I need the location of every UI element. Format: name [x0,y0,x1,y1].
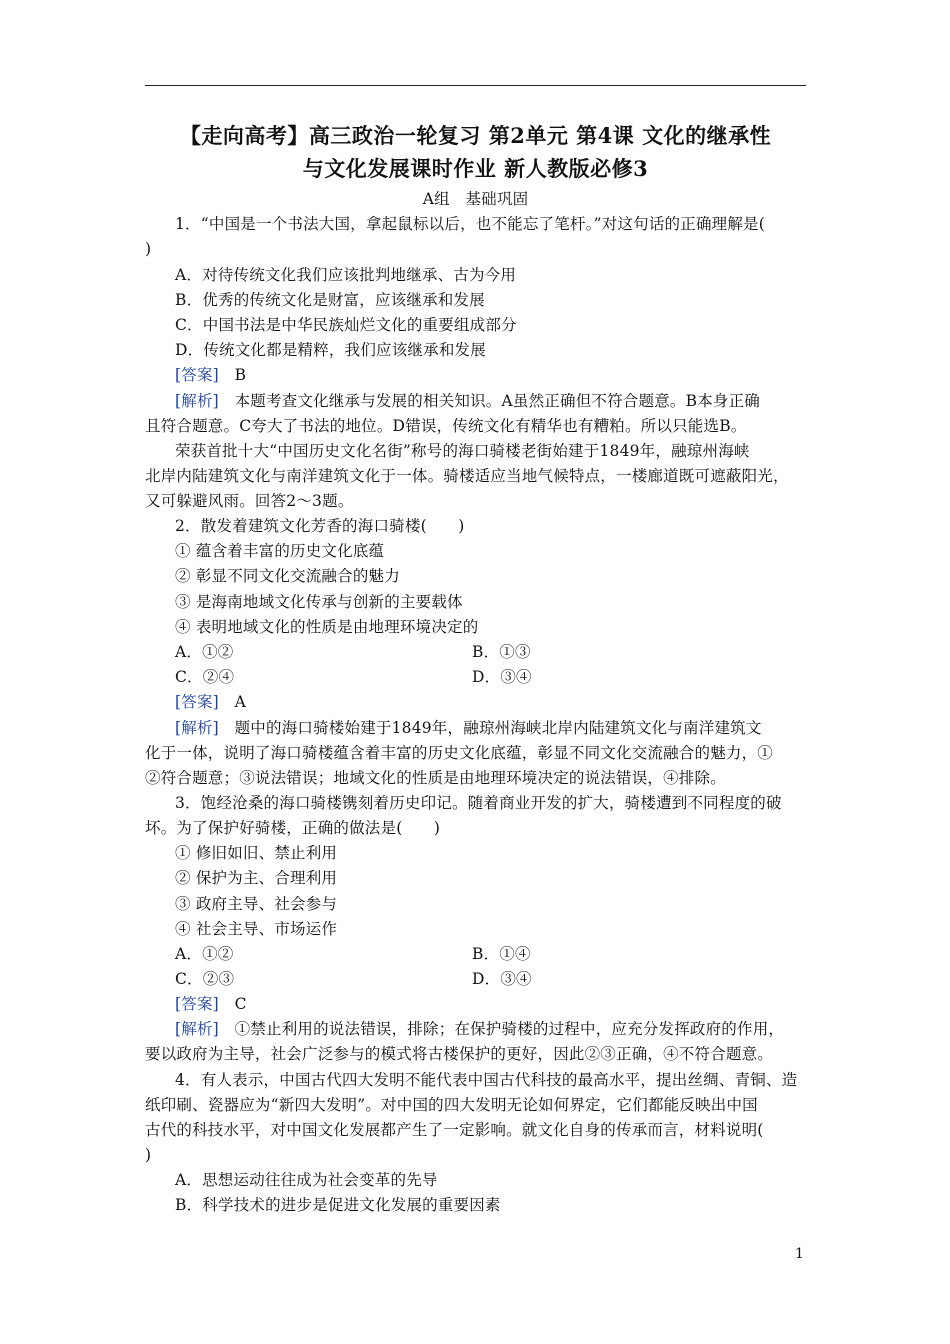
q3-answer-value: C [234,995,247,1013]
q1-analysis-text: 本题考查文化继承与发展的相关知识。A虽然正确但不符合题意。B本身正确 [234,392,760,410]
q1-option-c: C．中国书法是中华民族灿烂文化的重要组成部分 [175,316,517,334]
q1-answer [175,364,840,386]
material-text-2: 北岸内陆建筑文化与南洋建筑文化于一体。骑楼适应当地气候特点，一楼廊道既可遮蔽阳光， [145,467,789,485]
q4-option-b: B．科学技术的进步是促进文化发展的重要因素 [175,1196,501,1214]
q2-option-d: D．③④ [472,668,532,686]
q3-option-c: C．②③ [175,970,235,988]
q4-option-a: A．思想运动往往成为社会变革的先导 [175,1171,438,1189]
analysis-tag: [解析] [175,392,219,410]
q2-item-1: ① 蕴含着丰富的历史文化底蕴 [175,542,385,560]
q3-item-4: ④ 社会主导、市场运作 [175,920,338,938]
q2-option-b: B．①③ [472,643,531,661]
material-text: 荣获首批十大“中国历史文化名街”称号的海口骑楼老街始建于1849年，融琼州海峡 [175,442,750,460]
q2-option-a: A．①② [175,643,234,661]
q2-analysis-cont-2: ②符合题意；③说法错误；地域文化的性质是由地理环境决定的说法错误，④排除。 [145,769,726,787]
q3-analysis [175,1018,840,1040]
q2-answer [175,691,840,713]
q3-analysis-text: ①禁止利用的说法错误，排除；在保护骑楼的过程中，应充分发挥政府的作用， [234,1020,785,1038]
q2-option-c: C．②④ [175,668,235,686]
page-title-line2: 与文化发展课时作业 新人教版必修3 [302,156,649,181]
answer-tag: [答案] [175,995,219,1013]
analysis-tag: [解析] [175,719,219,737]
q3-answer [175,993,840,1015]
q3-analysis-cont: 要以政府为主导，社会广泛参与的模式将古楼保护的更好，因此②③正确，④不符合题意。 [145,1045,774,1063]
q4-stem-cont-2: 古代的科技水平，对中国文化发展都产生了一定影响。就文化自身的传承而言，材料说明( [145,1121,764,1139]
answer-tag: [答案] [175,366,219,384]
q1-stem-cont: ) [145,240,152,258]
q3-item-3: ③ 政府主导、社会参与 [175,895,338,913]
q3-item-2: ② 保护为主、合理利用 [175,869,338,887]
q2-item-3: ③ 是海南地域文化传承与创新的主要载体 [175,593,463,611]
q1-stem: 1．“中国是一个书法大国，拿起鼠标以后，也不能忘了笔杆。”对这句话的正确理解是( [175,215,766,233]
q3-stem: 3．饱经沧桑的海口骑楼镌刻着历史印记。随着商业开发的扩大，骑楼遭到不同程度的破 [175,794,782,812]
page-title: 【走向高考】高三政治一轮复习 第2单元 第4课 文化的继承性 [179,123,772,148]
q1-option-d: D．传统文化都是精粹，我们应该继承和发展 [175,341,486,359]
q4-stem-cont-3: ) [145,1146,152,1164]
q2-analysis [175,717,840,739]
q3-option-a: A．①② [175,945,234,963]
q2-stem: 2．散发着建筑文化芳香的海口骑楼( ) [175,517,465,535]
answer-tag: [答案] [175,693,219,711]
q3-item-1: ① 修旧如旧、禁止利用 [175,844,338,862]
q2-analysis-text: 题中的海口骑楼始建于1849年，融琼州海峡北岸内陆建筑文化与南洋建筑文 [234,719,762,737]
q2-item-4: ④ 表明地域文化的性质是由地理环境决定的 [175,618,479,636]
q3-stem-cont: 坏。为了保护好骑楼，正确的做法是( ) [145,819,441,837]
q2-item-2: ② 彰显不同文化交流融合的魅力 [175,567,400,585]
material-text-3: 又可躲避风雨。回答2～3题。 [145,492,354,510]
q1-analysis [175,390,840,412]
q3-option-d: D．③④ [472,970,532,988]
q2-answer-value: A [234,693,247,711]
q1-option-b: B．优秀的传统文化是财富，应该继承和发展 [175,291,485,309]
q3-option-b: B．①④ [472,945,531,963]
section-heading: A组 基础巩固 [422,190,529,208]
q4-stem-cont: 纸印刷、瓷器应为“新四大发明”。对中国的四大发明无论如何界定，它们都能反映出中国 [145,1096,758,1114]
q1-analysis-cont: 且符合题意。C夸大了书法的地位。D错误，传统文化有精华也有糟粕。所以只能选B。 [145,417,747,435]
q1-option-a: A．对待传统文化我们应该批判地继承、古为今用 [175,266,517,284]
header-rule [145,85,806,86]
q4-stem: 4．有人表示，中国古代四大发明不能代表中国古代科技的最高水平，提出丝绸、青铜、造 [175,1071,798,1089]
page-number: 1 [795,1246,804,1262]
analysis-tag: [解析] [175,1020,219,1038]
q2-analysis-cont: 化于一体，说明了海口骑楼蕴含着丰富的历史文化底蕴，彰显不同文化交流融合的魅力，① [145,744,774,762]
q1-answer-value: B [234,366,247,384]
